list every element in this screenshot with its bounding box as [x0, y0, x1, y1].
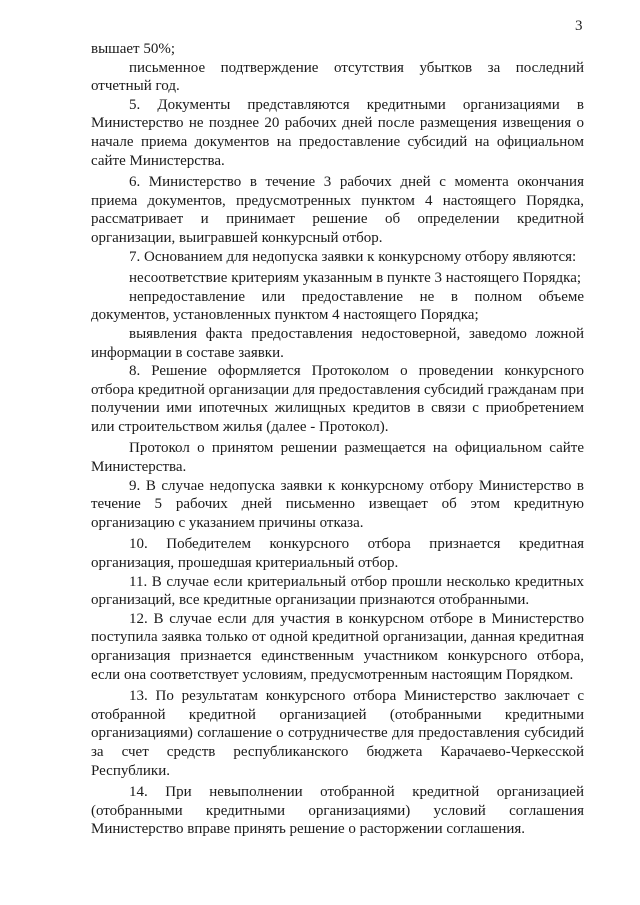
- paragraph: 8. Решение оформляется Протоколом о проведении конкурсного отбора кредитной организации для предоставления субсидий гражданам при получении ими ипотечных жилищных кредитов в связи с приобретением или строительством жилья (далее - Протокол).: [91, 363, 584, 435]
- paragraph: 10. Победителем конкурсного отбора признается кредитная организация, прошедшая критериальный отбор.: [91, 536, 584, 572]
- paragraph: 11. В случае если критериальный отбор прошли несколько кредитных организаций, все кредитные организации признаются отобранными.: [91, 573, 584, 609]
- paragraph: 13. По результатам конкурсного отбора Министерство заключает с отобранной кредитной организацией (отобранными кредитными организациями) соглашение о сотрудничестве для предоставления субсидий за счет средств республиканского бюджета Карачаево-Черкесской Республики.: [91, 688, 584, 779]
- paragraph: непредоставление или предоставление не в полном объеме документов, установленных пунктом 4 настоящего Порядка;: [91, 288, 584, 324]
- document-body: [91, 40, 584, 839]
- paragraph: 9. В случае недопуска заявки к конкурсному отбору Министерство в течение 5 рабочих дней письменно извещает об этом кредитную организацию с указанием причины отказа.: [91, 477, 584, 531]
- paragraph: Протокол о принятом решении размещается на официальном сайте Министерства.: [91, 440, 584, 476]
- paragraph: 12. В случае если для участия в конкурсном отборе в Министерство поступила заявка только от одной кредитной организации, данная кредитная организация признается единственным участником конкурсного отбора, если она соответствует условиям, предусмотренным настоящим Порядком.: [91, 610, 584, 683]
- paragraph: несоответствие критериям указанным в пункте 3 настоящего Порядка;: [129, 270, 582, 287]
- paragraph: выявления факта предоставления недостоверной, заведомо ложной информации в составе заявки.: [91, 325, 584, 361]
- paragraph: вышает 50%;: [91, 41, 175, 57]
- paragraph: 5. Документы представляются кредитными организациями в Министерство не позднее 20 рабочих дней после размещения извещения о начале приема документов на предоставление субсидий на официальном сайте Министерства.: [91, 96, 584, 169]
- paragraph: 14. При невыполнении отобранной кредитной организацией (отобранными кредитными организациями) условий соглашения Министерство вправе принять решение о расторжении соглашения.: [91, 784, 584, 838]
- page-number: 3: [575, 18, 583, 34]
- paragraph: письменное подтверждение отсутствия убытков за последний отчетный год.: [91, 59, 584, 95]
- paragraph: 6. Министерство в течение 3 рабочих дней с момента окончания приема документов, предусмотренных пунктом 4 настоящего Порядка, рассматривает и принимает решение об определении кредитной организации, выигравшей конкурсный отбор.: [91, 174, 584, 246]
- paragraph: 7. Основанием для недопуска заявки к конкурсному отбору являются:: [129, 248, 577, 265]
